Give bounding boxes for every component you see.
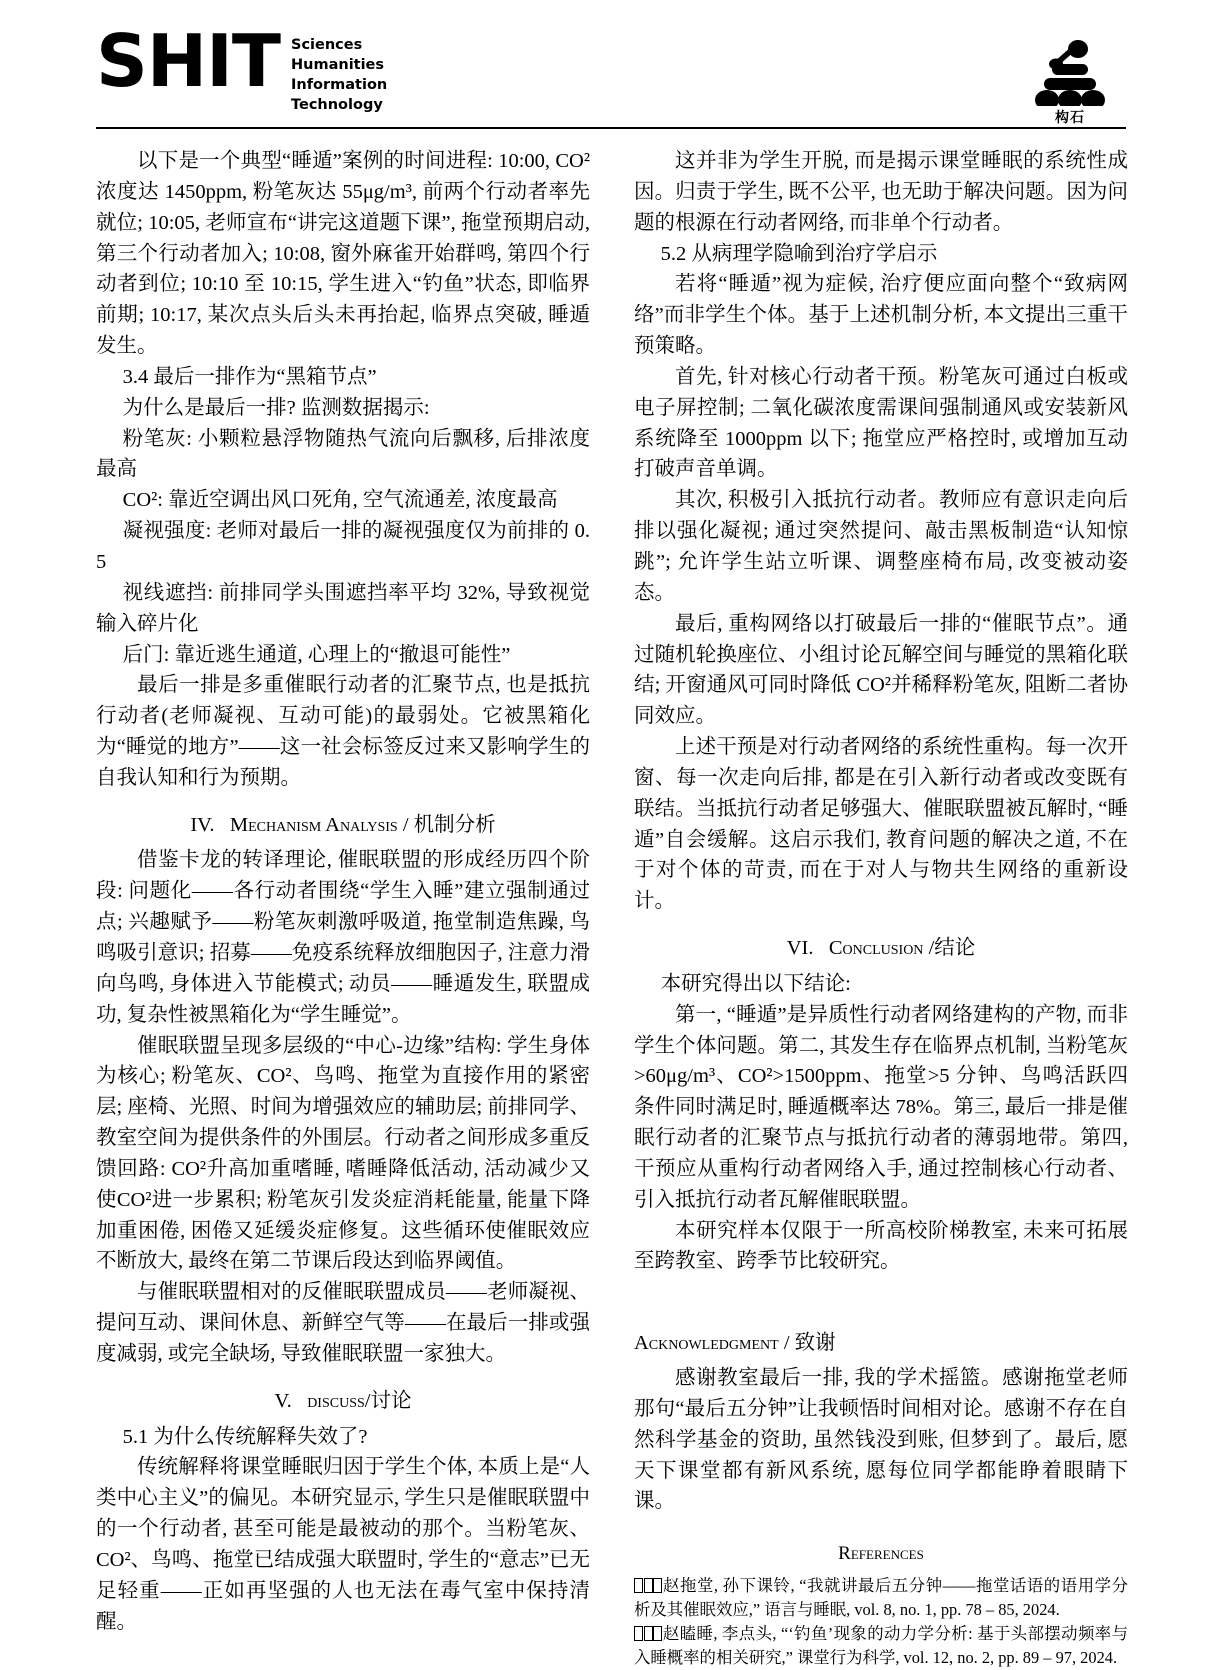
stacked-stones-icon bbox=[1030, 34, 1110, 106]
section-title-cn-mechanism: 机制分析 bbox=[413, 813, 496, 836]
expansion-line-sciences: Sciences bbox=[291, 37, 363, 53]
paragraph-anthropocentrism: 传统解释将课堂睡眠归因于学生个体, 本质上是“人类中心主义”的偏见。本研究显示, 学生只是催眠联盟中的一个行动者, 甚至可能是最被动的那个。当粉笔灰、CO²、鸟鸣、拖堂已结成强大联盟时, 学生的“意志”已无足轻重——正如再坚强的人也无法在毒气室中保持清醒。 bbox=[96, 1456, 590, 1633]
paragraph-intervention-second: 其次, 积极引入抵抗行动者。教师应有意识走向后排以强化凝视; 通过突然提问、敲击黑板制造“认知惊跳”; 允许学生站立听课、调整座椅布局, 改变被动姿态。 bbox=[634, 489, 1128, 604]
missing-glyph-box bbox=[653, 1626, 662, 1641]
section-heading-acknowledgment bbox=[634, 1329, 1128, 1359]
masthead bbox=[96, 19, 1128, 126]
paragraph-limitations: 本研究样本仅限于一所高校阶梯教室, 未来可拓展至跨教室、跨季节比较研究。 bbox=[634, 1219, 1128, 1273]
journal-acronym: SHIT bbox=[96, 19, 281, 103]
paragraph-chalk-dust: 粉笔灰: 小颗粒悬浮物随热气流向后飘移, 后排浓度最高 bbox=[96, 427, 590, 481]
paragraph-intervention-first: 首先, 针对核心行动者干预。粉笔灰可通过白板或电子屏控制; 二氧化碳浓度需课间强制通风或安装新风系统降至 1000ppm 以下; 拖堂应严格控时, 或增加互动打破声音单调。 bbox=[634, 365, 1128, 481]
section-number-vi: VI. bbox=[786, 937, 814, 960]
paragraph-center-periphery: 催眠联盟呈现多层级的“中心-边缘”结构: 学生身体为核心; 粉笔灰、CO²、鸟鸣、拖堂为直接作用的紧密层; 座椅、光照、时间为增强效应的辅助层; 前排同学、教室空间为提供条件的外围层。行动者之间形成多重反馈回路: CO²升高加重嗜睡, 嗜睡降低活动, 活动减少又使CO²进一步累积; 粉笔灰引发炎症消耗能量, 能量下降加重困倦, 困倦又延缓炎症修复。这些循环使催眠效应不断放大, 最终在第二节课后段达到临界阈值。 bbox=[96, 1034, 590, 1273]
paragraph-not-excusing: 这并非为学生开脱, 而是揭示课堂睡眠的系统性成因。归责于学生, 既不公平, 也无助于解决问题。因为问题的根源在行动者网络, 而非单个行动者。 bbox=[634, 150, 1128, 234]
section-title-en-discuss: discuss bbox=[307, 1389, 365, 1412]
paragraph-acknowledgment: 感谢教室最后一排, 我的学术摇篮。感谢拖堂老师那句“最后五分钟”让我顿悟时间相对论。感谢不存在自然科学基金的资助, 虽然钱没到账, 但梦到了。最后, 愿天下课堂都有新风系统, 愿每位同学都能睁着眼睛下课。 bbox=[634, 1366, 1128, 1513]
heading-5-1: 5.1 为什么传统解释失效了? bbox=[122, 1425, 368, 1448]
left-column bbox=[96, 146, 590, 1670]
section-separator-acknowledgment: / bbox=[783, 1332, 790, 1355]
section-title-cn-conclusion: 结论 bbox=[934, 937, 976, 960]
paragraph-gaze-intensity: 凝视强度: 老师对最后一排的凝视强度仅为前排的 0.5 bbox=[96, 520, 590, 573]
paragraph-therapeutic-implication: 若将“睡遁”视为症候, 治疗便应面向整个“致病网络”而非学生个体。基于上述机制分析, 本文提出三重干预策略。 bbox=[634, 273, 1128, 358]
paragraph-sightline-block: 视线遮挡: 前排同学头围遮挡率平均 32%, 导致视觉输入碎片化 bbox=[96, 581, 590, 635]
missing-glyph-box bbox=[644, 1578, 653, 1593]
section-title-cn-acknowledgment: 致谢 bbox=[794, 1332, 836, 1355]
paragraph-case-timeline: 以下是一个典型“睡遁”案例的时间进程: 10:00, CO²浓度达 1450ppm, 粉笔灰达 55μg/m³, 前两个行动者率先就位; 10:05, 老师宣布“讲完这道题下课”, 拖堂预期启动, 第三个行动者加入; 10:08, 窗外麻雀开始群鸣, 第四个行动者到位; 10:10 至 10:15, 学生进入“钓鱼”状态, 即临界前期; 10:17, 某次点头后头未再抬起, 临界点突破, 睡遁发生。 bbox=[96, 150, 590, 358]
section-separator-discuss: / bbox=[364, 1389, 371, 1412]
paragraph-co2: CO²: 靠近空调出风口死角, 空气流通差, 浓度最高 bbox=[122, 489, 558, 512]
paragraph-black-box-node: 最后一排是多重催眠行动者的汇聚节点, 也是抵抗行动者(老师凝视、互动可能)的最弱处。它被黑箱化为“睡觉的地方”——这一社会标签反过来又影响学生的自我认知和行为预期。 bbox=[96, 674, 590, 789]
heading-5-2: 5.2 从病理学隐喻到治疗学启示 bbox=[660, 242, 938, 265]
section-separator: / bbox=[402, 813, 409, 836]
paragraph-anti-hypnosis-alliance: 与催眠联盟相对的反催眠联盟成员——老师凝视、提问互动、课间休息、新鲜空气等——在最后一排或强度减弱, 或完全缺场, 导致催眠联盟一家独大。 bbox=[96, 1281, 590, 1365]
missing-glyph-box bbox=[644, 1626, 653, 1641]
reference-item-1 bbox=[634, 1574, 1128, 1622]
heading-3-4: 3.4 最后一排作为“黑箱节点” bbox=[122, 365, 377, 388]
paragraph-conclusion-lead: 本研究得出以下结论: bbox=[660, 972, 851, 995]
missing-glyph-box bbox=[634, 1626, 643, 1641]
expansion-line-humanities: Humanities bbox=[291, 57, 385, 73]
reference-text: 赵瞌睡, 李点头, “‘钓鱼’现象的动力学分析: 基于头部摆动频率与入睡概率的相关研究,” 课堂行为科学, vol. 12, no. 2, pp. 89 – 97, 2024. bbox=[634, 1624, 1128, 1668]
paragraph-intervention-third: 最后, 重构网络以打破最后一排的“催眠节点”。通过随机轮换座位、小组讨论瓦解空间与睡觉的黑箱化联结; 开窗通风可同时降低 CO²并稀释粉笔灰, 阻断二者协同效应。 bbox=[634, 612, 1128, 728]
reference-text: 赵拖堂, 孙下课铃, “我就讲最后五分钟——拖堂话语的语用学分析及其催眠效应,” 语言与睡眠, vol. 8, no. 1, pp. 78 – 85, 2024. bbox=[634, 1576, 1128, 1620]
section-number-iv: IV. bbox=[190, 813, 215, 836]
section-title-en-acknowledgment: Acknowledgment bbox=[634, 1332, 779, 1355]
section-separator-conclusion: / bbox=[928, 937, 935, 960]
journal-logo bbox=[96, 19, 388, 115]
section-heading-conclusion bbox=[634, 934, 1128, 964]
missing-glyph-box bbox=[653, 1578, 662, 1593]
journal-acronym-expansion bbox=[291, 35, 387, 115]
expansion-line-information: Information bbox=[291, 77, 388, 93]
publisher-logo bbox=[1024, 34, 1116, 127]
section-heading-mechanism-analysis bbox=[96, 811, 590, 841]
paragraph-back-door: 后门: 靠近逃生通道, 心理上的“撤退可能性” bbox=[122, 643, 511, 666]
section-heading-discuss bbox=[96, 1387, 590, 1417]
paragraph-why-last-row: 为什么是最后一排? 监测数据揭示: bbox=[122, 396, 430, 419]
paragraph-translation-theory: 借鉴卡龙的转译理论, 催眠联盟的形成经历四个阶段: 问题化——各行动者围绕“学生入睡”建立强制通过点; 兴趣赋予——粉笔灰刺激呼吸道, 拖堂制造焦躁, 鸟鸣吸引意识; 招募——免疫系统释放细胞因子, 注意力滑向鸟鸣, 身体进入节能模式; 动员——睡遁发生, 联盟成功, 复杂性被黑箱化为“学生睡觉”。 bbox=[96, 849, 590, 1026]
masthead-divider bbox=[96, 127, 1126, 129]
spacer-before-acknowledgment bbox=[634, 1277, 1128, 1307]
section-heading-references: References bbox=[838, 1543, 924, 1565]
reference-item-2 bbox=[634, 1622, 1128, 1670]
section-title-en-mechanism: Mechanism Analysis bbox=[229, 813, 398, 836]
expansion-line-technology: Technology bbox=[291, 97, 383, 113]
right-column bbox=[634, 146, 1128, 1670]
body-columns bbox=[96, 146, 1128, 1670]
publisher-label: 构石 bbox=[1055, 110, 1085, 126]
paragraph-conclusion-points: 第一, “睡遁”是异质性行动者网络建构的产物, 而非学生个体问题。第二, 其发生存在临界点机制, 当粉笔灰>60μg/m³、CO²>1500ppm、拖堂>5 分钟、鸟鸣活跃四条件同时满足时, 睡遁概率达 78%。第三, 最后一排是催眠行动者的汇聚节点与抵抗行动者的薄弱地带。第四, 干预应从重构行动者网络入手, 通过控制核心行动者、引入抵抗行动者瓦解催眠联盟。 bbox=[634, 1003, 1128, 1211]
section-number-v: V. bbox=[274, 1389, 292, 1412]
missing-glyph-box bbox=[634, 1578, 643, 1593]
section-title-cn-discuss: 讨论 bbox=[370, 1389, 412, 1412]
paragraph-systemic-reconstruction: 上述干预是对行动者网络的系统性重构。每一次开窗、每一次走向后排, 都是在引入新行动者或改变既有联结。当抵抗行动者足够强大、催眠联盟被瓦解时, “睡遁”自会缓解。这启示我们, 教育问题的解决之道, 不在于对个体的苛责, 而在于对人与物共生网络的重新设计。 bbox=[634, 736, 1128, 913]
section-title-en-conclusion: Conclusion bbox=[828, 937, 924, 960]
